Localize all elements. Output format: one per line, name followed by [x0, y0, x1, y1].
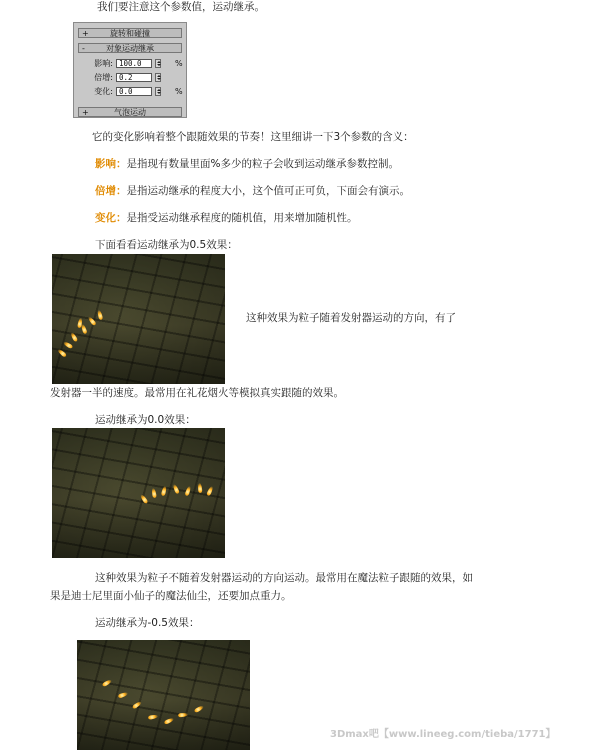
- spark: [148, 714, 159, 720]
- rollout-label: 旋转和碰撞: [110, 29, 150, 38]
- spark: [97, 310, 103, 321]
- rollout-label: 对象运动继承: [106, 44, 154, 53]
- spark: [151, 488, 157, 499]
- definition-text: 是指现有数量里面%多少的粒子会收到运动继承参数控制。: [126, 158, 399, 170]
- spark: [198, 483, 203, 493]
- section2-text-line2: 果是迪士尼里面小仙子的魔法仙尘，还要加点重力。: [50, 590, 292, 602]
- section1-side-text: 这种效果为粒子随着发射器运动的方向，有了: [246, 312, 456, 324]
- watermark: 3Dmax吧【www.lineeg.com/tieba/1771】: [330, 729, 556, 740]
- section3-heading: 运动继承为-0.5效果：: [95, 617, 200, 629]
- expand-sign: +: [82, 29, 89, 38]
- spark: [164, 717, 175, 725]
- rollout-rotation-collision[interactable]: [78, 28, 182, 38]
- influence-field[interactable]: 100.0: [116, 59, 152, 68]
- spark: [139, 494, 148, 504]
- definition-text: 是指受运动继承程度的随机值，用来增加随机性。: [126, 212, 358, 224]
- rollout-bubble-motion[interactable]: [78, 107, 182, 117]
- spark: [172, 484, 180, 495]
- definition-text: 是指运动继承的程度大小，这个值可正可负，下面会有演示。: [126, 185, 410, 197]
- spark: [161, 486, 167, 497]
- collapse-sign: -: [82, 44, 85, 53]
- render-image-0.0: [52, 428, 225, 558]
- multiplier-field[interactable]: 0.2: [116, 73, 152, 82]
- description-text: 它的变化影响着整个跟随效果的节奏！这里细讲一下3个参数的含义：: [92, 131, 414, 143]
- render-image-neg-0.5: [77, 640, 250, 750]
- definition-term: 变化：: [95, 212, 127, 224]
- param-unit: %: [175, 59, 183, 68]
- spark: [57, 348, 67, 357]
- section2-text-line1: 这种效果为粒子不随着发射器运动的方向运动。最常用在魔法粒子跟随的效果，如: [95, 572, 473, 584]
- section1-continuation: 发射器一半的速度。最常用在礼花烟火等模拟真实跟随的效果。: [50, 387, 344, 399]
- spark: [87, 316, 96, 326]
- rollout-label: 气泡运动: [114, 108, 146, 117]
- section1-heading: 下面看看运动继承为0.5效果：: [95, 239, 238, 251]
- param-row-variation: [74, 86, 188, 97]
- intro-text: 我们要注意这个参数值，运动继承。: [97, 1, 265, 13]
- definition-term: 倍增：: [95, 185, 127, 197]
- rollout-object-motion-inheritance[interactable]: [78, 43, 182, 53]
- influence-spinner[interactable]: [155, 59, 161, 68]
- render-image-0.5: [52, 254, 225, 384]
- definition-influence: [95, 157, 399, 171]
- section2-heading: 运动继承为0.0效果：: [95, 414, 196, 426]
- param-row-multiplier: [74, 72, 188, 83]
- spark: [178, 713, 188, 718]
- spark: [194, 705, 205, 713]
- definition-term: 影响：: [95, 158, 127, 170]
- particle-rollout-panel: [73, 22, 187, 118]
- spark: [70, 332, 78, 343]
- definition-multiplier: [95, 184, 410, 198]
- variation-spinner[interactable]: [155, 87, 161, 96]
- param-row-influence: [74, 58, 188, 69]
- spark: [132, 700, 142, 709]
- param-label: 影响:: [94, 59, 113, 68]
- spark: [63, 341, 74, 349]
- spark: [102, 679, 113, 687]
- param-unit: %: [175, 87, 183, 96]
- spark: [206, 486, 214, 497]
- spark: [184, 486, 191, 497]
- multiplier-spinner[interactable]: [155, 73, 161, 82]
- spark: [118, 691, 129, 698]
- param-label: 倍增:: [94, 73, 113, 82]
- param-label: 变化:: [94, 87, 113, 96]
- expand-sign: +: [82, 108, 89, 117]
- definition-variation: [95, 211, 358, 225]
- variation-field[interactable]: 0.0: [116, 87, 152, 96]
